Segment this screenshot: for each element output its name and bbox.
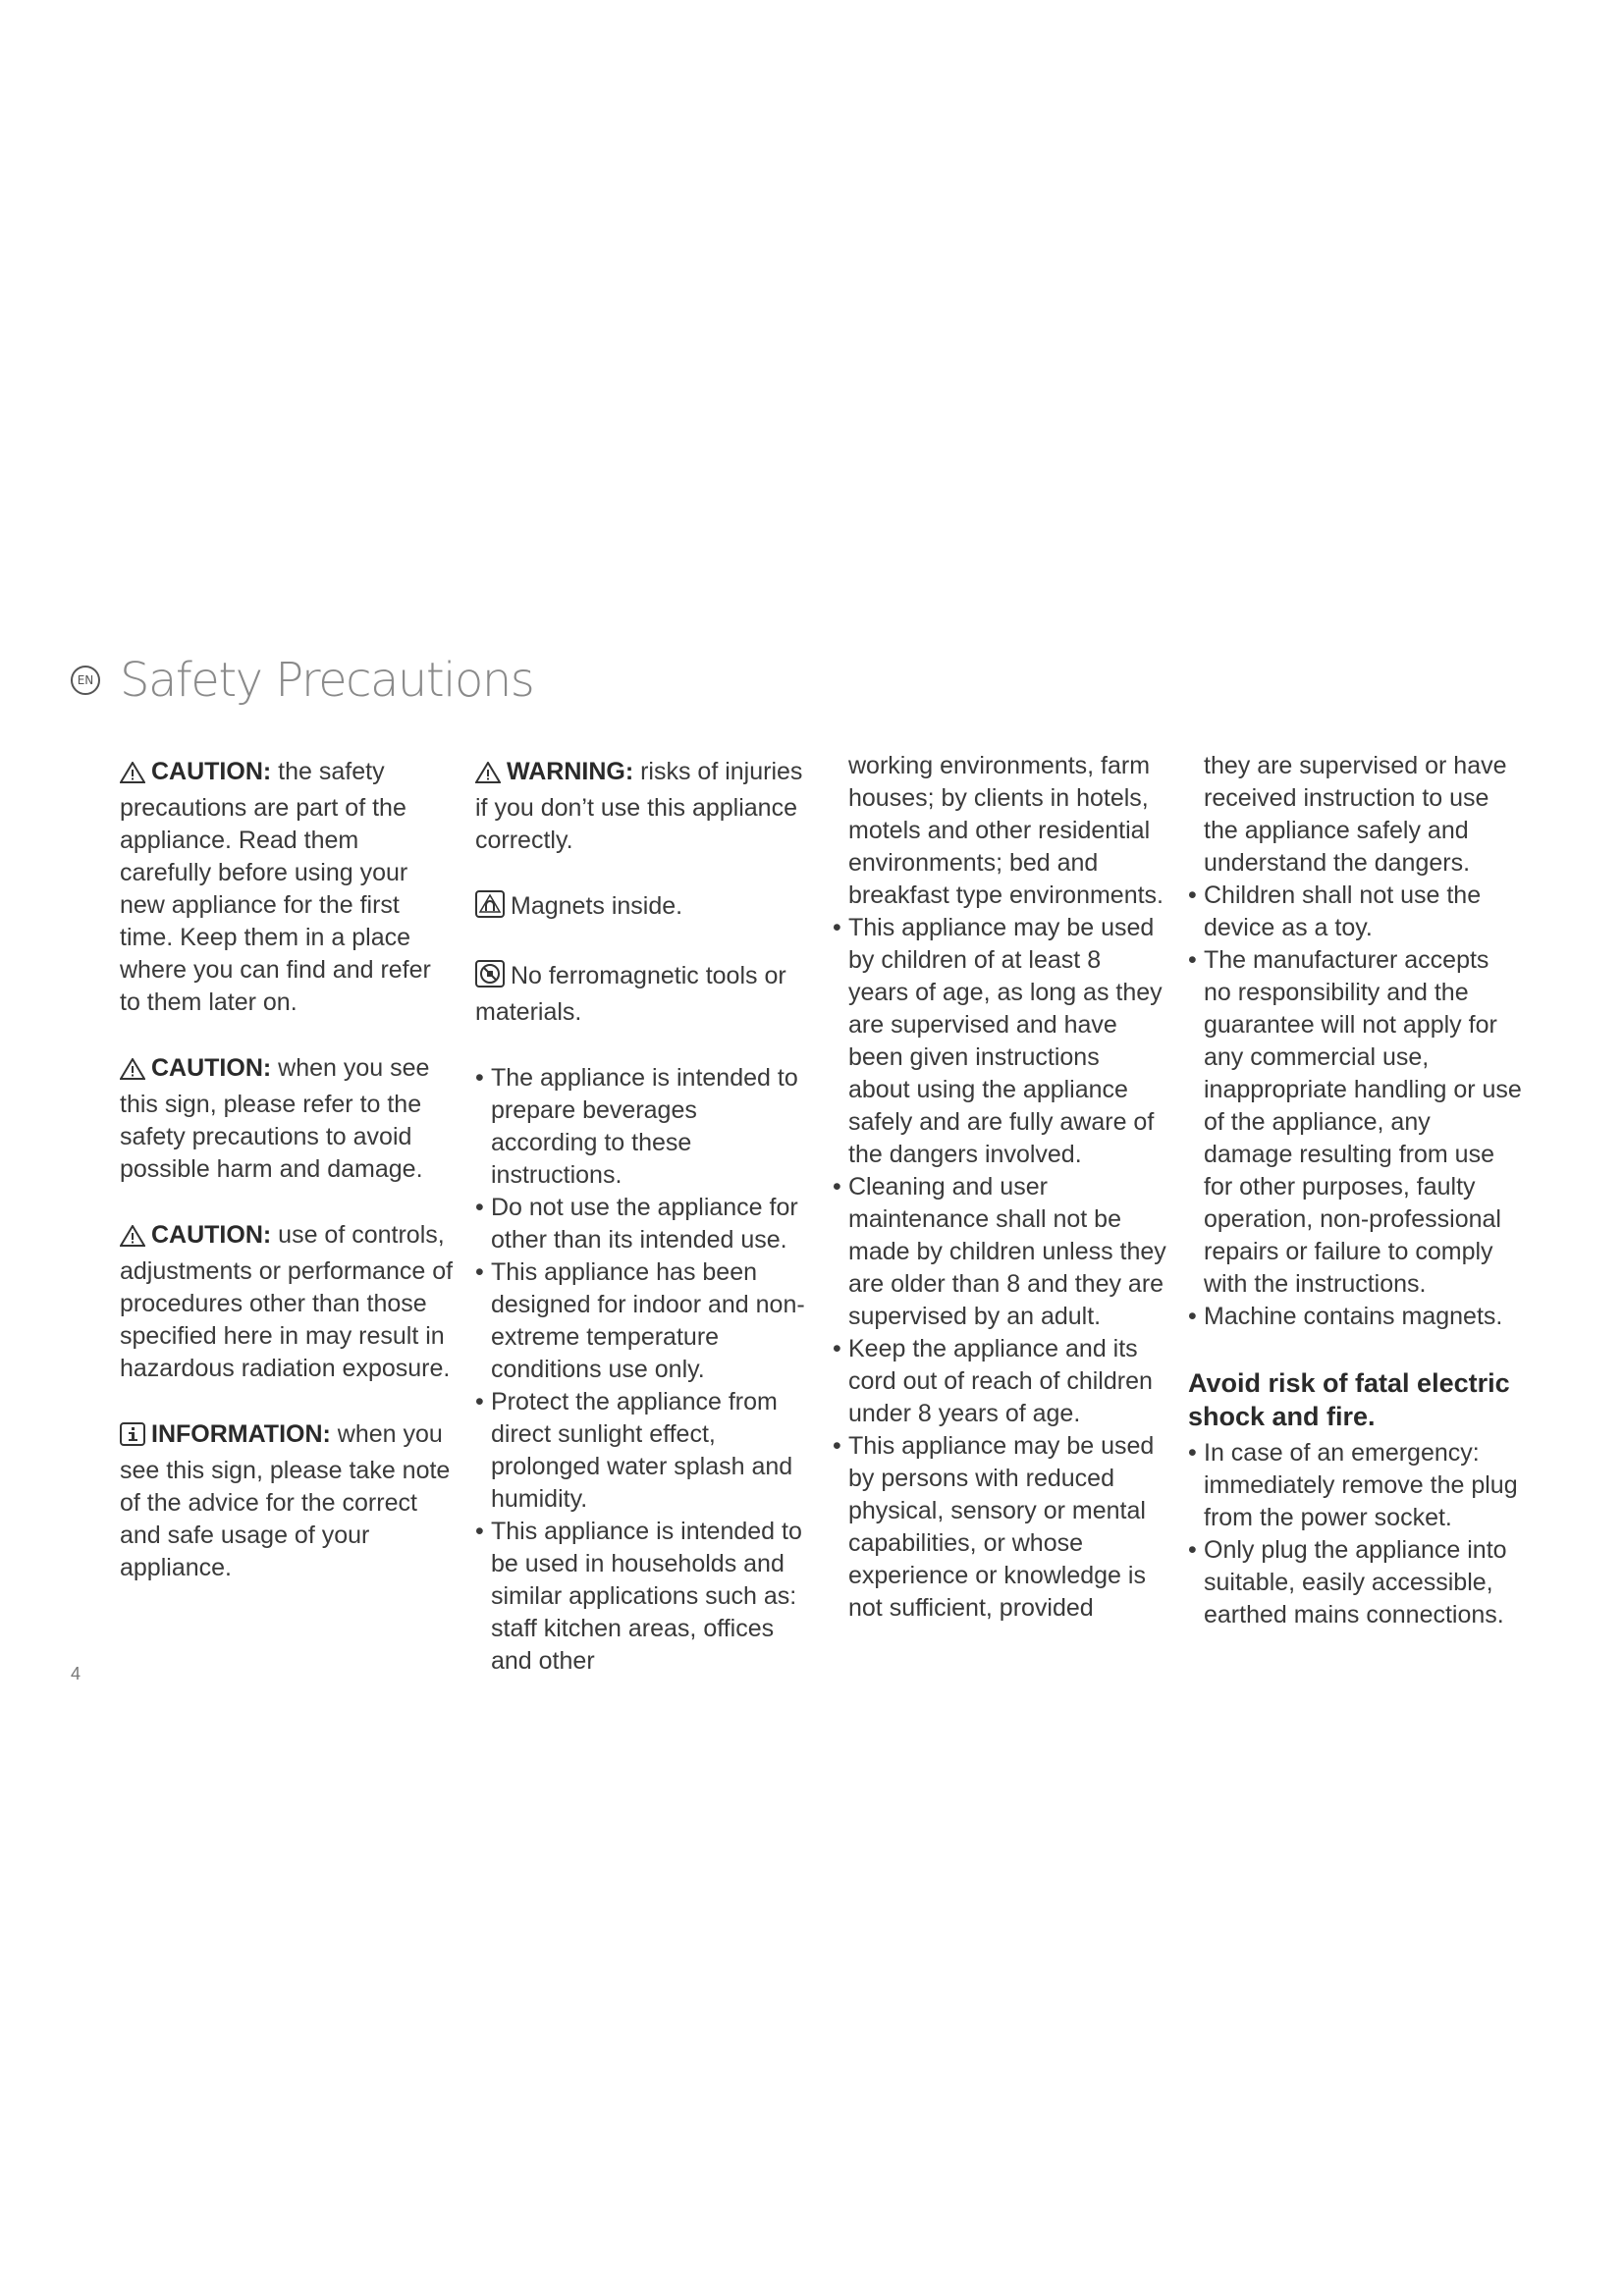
list-item: • Protect the appliance from direct sunlight effect, prolonged water splash and humidity. — [475, 1386, 809, 1516]
warning-triangle-icon — [475, 760, 501, 792]
usage-bullet-list — [475, 1062, 809, 1678]
caution-text: the safety precautions are part of the appliance. Read them carefully before using your new appliance for the first time. Keep them in a place where you can find and refer to them later on. — [120, 758, 431, 1016]
warning-label: WARNING: — [507, 758, 634, 785]
caution-paragraph-3 — [120, 1219, 454, 1385]
page-header — [71, 653, 533, 708]
column-2 — [475, 756, 809, 1678]
page-title: Safety Precautions — [120, 653, 534, 708]
warning-text: risks of injuries if you don’t use this appliance correctly. — [475, 758, 803, 854]
list-item: • This appliance may be used by persons with reduced physical, sensory or mental capabilities, or whose experience or knowledge is not sufficient, provided — [833, 1430, 1166, 1625]
list-item: • Cleaning and user maintenance shall not be made by children unless they are older than 8 and they are supervised by an adult. — [833, 1171, 1166, 1333]
caution-label: CAUTION: — [151, 1221, 272, 1249]
list-item: • This appliance may be used by children of at least 8 years of age, as long as they are supervised and have been given instructions about using the appliance safely and are fully aware of the dangers involved. — [833, 912, 1166, 1171]
language-badge: EN — [71, 666, 100, 695]
list-item: • The manufacturer accepts no responsibility and the guarantee will not apply for any commercial use, inappropriate handling or use of the appliance, any damage resulting from use for other purposes, faulty operation, non-professional repairs or failure to comply with the instructions. — [1188, 944, 1522, 1301]
list-item: • In case of an emergency: immediately remove the plug from the power socket. — [1188, 1437, 1522, 1534]
warning-triangle-icon — [120, 1223, 145, 1255]
list-item: • This appliance is intended to be used in households and similar applications such as: staff kitchen areas, offices and other — [475, 1516, 809, 1678]
list-item: • Keep the appliance and its cord out of reach of children under 8 years of age. — [833, 1333, 1166, 1430]
no-ferromagnetic-icon — [475, 960, 505, 996]
continuation-text: they are supervised or have received instruction to use the appliance safely and understand the dangers. — [1204, 752, 1507, 877]
list-item: • This appliance has been designed for indoor and non-extreme temperature conditions use only. — [475, 1256, 809, 1386]
electric-shock-subheading: Avoid risk of fatal electric shock and fire. — [1188, 1368, 1510, 1431]
warning-triangle-icon — [120, 760, 145, 792]
warning-paragraph — [475, 756, 809, 857]
page-number: 4 — [71, 1664, 81, 1683]
column-1 — [120, 756, 454, 1618]
list-item: • The appliance is intended to prepare beverages according to these instructions. — [475, 1062, 809, 1192]
column-4 — [1188, 750, 1522, 1631]
no-ferromagnetic-paragraph — [475, 960, 809, 1029]
continuation-text: working environments, farm houses; by clients in hotels, motels and other residential environments; bed and breakfast type environments. — [848, 752, 1164, 909]
responsibility-bullet-list — [1188, 880, 1522, 1333]
caution-label: CAUTION: — [151, 1054, 272, 1082]
caution-paragraph-1 — [120, 756, 454, 1019]
electric-bullet-list — [1188, 1437, 1522, 1631]
magnets-paragraph — [475, 890, 809, 927]
list-item: • Only plug the appliance into suitable, easily accessible, earthed mains connections. — [1188, 1534, 1522, 1631]
warning-triangle-icon — [120, 1056, 145, 1089]
list-item: • Machine contains magnets. — [1188, 1301, 1522, 1333]
information-text: when you see this sign, please take note of the advice for the correct and safe usage of your appliance. — [120, 1420, 451, 1581]
information-icon — [120, 1422, 145, 1455]
information-paragraph — [120, 1418, 454, 1584]
column-3 — [833, 750, 1166, 1625]
no-ferromagnetic-text: No ferromagnetic tools or materials. — [475, 962, 786, 1026]
caution-text: when you see this sign, please refer to the safety precautions to avoid possible harm and damage. — [120, 1054, 430, 1183]
caution-paragraph-2 — [120, 1052, 454, 1186]
caution-label: CAUTION: — [151, 758, 272, 785]
magnet-icon — [475, 890, 505, 927]
magnets-text: Magnets inside. — [511, 892, 683, 920]
information-label: INFORMATION: — [151, 1420, 331, 1448]
children-bullet-list — [833, 912, 1166, 1625]
caution-text: use of controls, adjustments or performance of procedures other than those specified here in may result in hazardous radiation exposure. — [120, 1221, 454, 1382]
list-item: • Do not use the appliance for other than its intended use. — [475, 1192, 809, 1256]
list-item: • Children shall not use the device as a toy. — [1188, 880, 1522, 944]
